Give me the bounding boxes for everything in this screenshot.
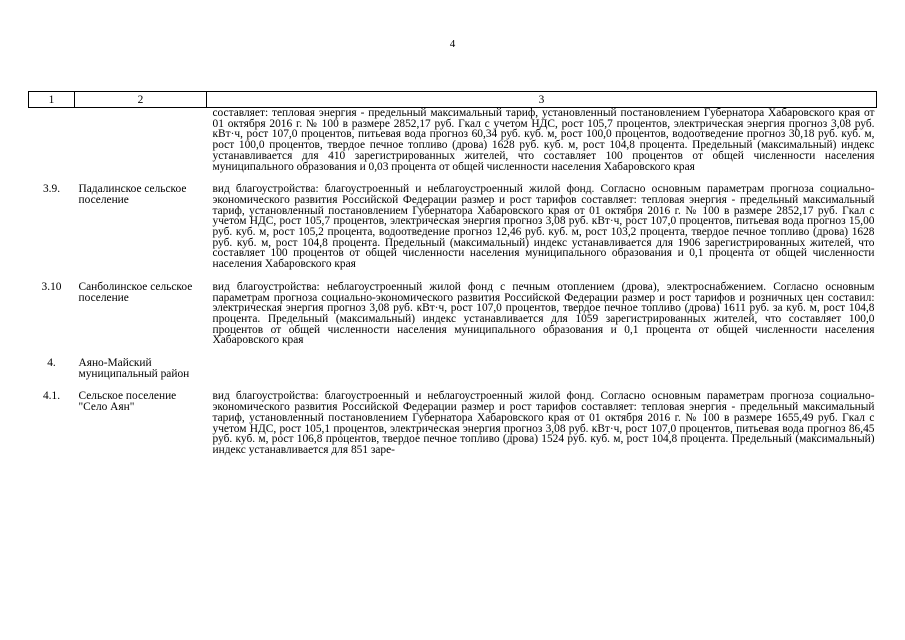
tariff-description: вид благоустройства: неблагоустроенный жилой фонд с печным отоплением (дрова), электроснабжением. Согласно основным параметрам прогноза социально-экономического развития Российской Федерации размер и рост тарифов и розничных цен составил: электрическая энергия прогноз 3,08 руб. кВт·ч, рост 107,0 процентов, твердое печное топливо (дрова) 1611 руб. за куб. м, рост 104,8 процента. Предельный (максимальный) индекс устанавливается для 1059 зарегистрированных жителей, что составляет 100,0 процентов от общей численности населения муниципального образования и 0,1 процента от общей численности населения Хабаровского края	[212, 280, 875, 347]
column-header-3: 3	[207, 92, 877, 108]
settlement-name	[75, 108, 207, 185]
settlement-name: Падалинское сельское поселение	[78, 183, 187, 206]
settlement-name: Аяно-Майский муниципальный район	[78, 357, 190, 380]
column-header-1: 1	[29, 92, 75, 108]
row-number: 3.9.	[42, 183, 61, 196]
row-number	[29, 108, 75, 185]
settlement-name: Санболинское сельское поселение	[78, 280, 193, 304]
table-row	[29, 184, 877, 282]
column-header-2: 2	[75, 92, 207, 108]
table-row	[29, 282, 877, 358]
tariff-description: вид благоустройства: благоустроенный и неблагоустроенный жилой фонд. Согласно основным параметрам прогноза социально-экономического развития Российской Федерации размер и рост тарифов составляет: тепловая энергия - предельный максимальный тариф, установленный постановлением Губернатора Хабаровского края от 01 октября 2016 г. № 100 в размере 1655,49 руб. Гкал с учетом НДС, рост 105,1 процентов, электрическая энергия прогноз 3,08 руб. кВт·ч, рост 107,0 процентов, питьевая вода прогноз 86,45 руб. куб. м, рост 106,8 процентов, твердое печное топливо (дрова) 1524 руб. куб. м, рост 104,8 процента. Предельный (максимальный) индекс устанавливается для 851 заре-	[212, 390, 875, 456]
table-header-row	[29, 92, 877, 108]
row-number: 4.	[47, 357, 56, 370]
page-number: 4	[449, 38, 456, 50]
settlement-name: Сельское поселение "Село Аян"	[78, 390, 177, 414]
tariff-description	[207, 358, 877, 391]
row-number: 4.1.	[42, 390, 61, 403]
table-row	[29, 391, 877, 455]
row-number: 3.10	[41, 280, 62, 293]
table-row	[29, 108, 877, 185]
tariff-description: вид благоустройства: благоустроенный и неблагоустроенный жилой фонд. Согласно основным параметрам прогноза социально-экономического развития Российской Федерации размер и рост тарифов составляет: тепловая энергия - предельный максимальный тариф, установленный постановлением Губернатора Хабаровского края от 01 октября 2016 г. № 100 в размере 2852,17 руб. Гкал с учетом НДС, рост 105,7 процентов, электрическая энергия прогноз 3,08 руб. кВт·ч, рост 107,0 процентов, питьевая вода прогноз 15,00 руб. куб. м, рост 105,2 процента, водоотведение прогноз 12,46 руб. куб. м, рост 103,2 процента, твердое печное топливо (дрова) 1628 руб. куб. м, рост 104,8 процента. Предельный (максимальный) индекс устанавливается для 1906 зарегистрированных жителей, что составляет 100 процентов от общей численности населения муниципального образования и 0,1 процента от общей численности населения Хабаровского края	[212, 183, 875, 271]
tariff-description: составляет: тепловая энергия - предельный максимальный тариф, установленный постановлением Губернатора Хабаровского края от 01 октября 2016 г. № 100 в размере 2852,17 руб. Гкал с учетом НДС, рост 105,7 процентов, электрическая энергия прогноз 3,08 руб. кВт·ч, рост 107,0 процентов, питьевая вода прогноз 60,34 руб. куб. м, рост 100,0 процентов, водоотведение прогноз 30,18 руб. куб. м, рост 100,0 процентов, твердое печное топливо (дрова) 1628 руб. куб. м, рост 104,8 процента. Предельный (максимальный) индекс устанавливается для 410 зарегистрированных жителей, что составляет 100 процентов от общей численности населения муниципального образования и 0,03 процента от общей численности населения Хабаровского края	[212, 107, 875, 173]
tariff-table	[28, 91, 877, 456]
table-row	[29, 358, 877, 391]
